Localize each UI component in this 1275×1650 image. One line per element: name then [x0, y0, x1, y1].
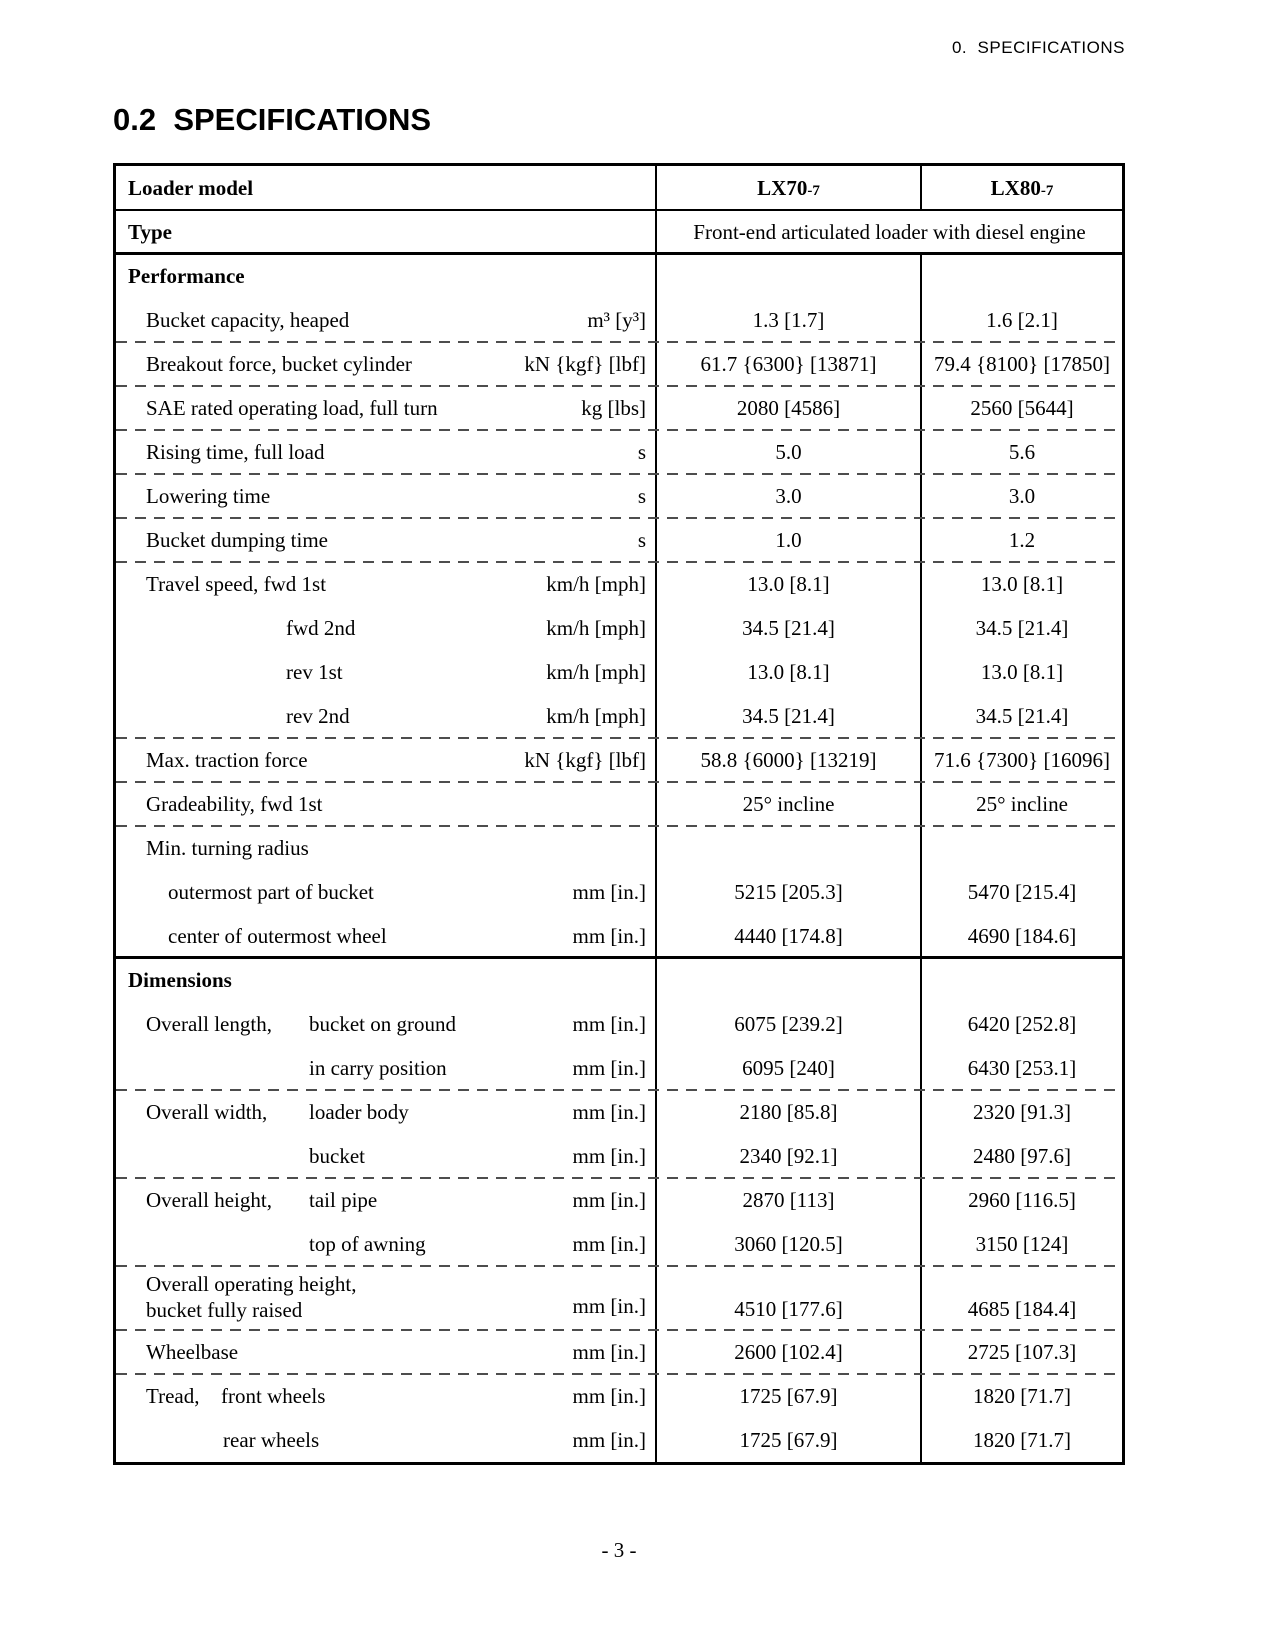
table-row	[116, 1374, 1122, 1418]
row-label-cell	[116, 1134, 657, 1178]
value-main: 1.6 [2.1]	[986, 307, 1058, 332]
value-text	[934, 748, 1110, 772]
row-label-part2: top of awning	[309, 1231, 426, 1256]
row-value-lx70	[657, 430, 922, 474]
value-text	[976, 792, 1068, 816]
row-label-line2: bucket fully raised	[146, 1297, 303, 1322]
value-main: 61.7 {6300} [13871]	[700, 351, 877, 376]
row-label-cell	[116, 650, 657, 694]
row-label: rear wheels	[223, 1427, 320, 1452]
value-main: 13.0 [8.1]	[980, 659, 1064, 684]
value-text	[775, 484, 801, 508]
row-value-lx70	[657, 1002, 922, 1046]
row-label: Lowering time	[146, 483, 271, 508]
row-unit: m³ [y³]	[587, 307, 646, 332]
table-row	[116, 1046, 1122, 1090]
row-separator	[116, 1177, 1122, 1179]
row-label: Breakout force, bucket cylinder	[146, 351, 412, 376]
row-unit: mm [in.]	[572, 923, 646, 948]
row-value-lx80	[922, 1002, 1122, 1046]
table-row	[116, 1330, 1122, 1374]
row-unit: mm [in.]	[572, 1187, 646, 1212]
table-row	[116, 738, 1122, 782]
value-main: 3.0	[775, 483, 802, 508]
row-value-lx70	[657, 1134, 922, 1178]
row-value-lx80	[922, 1046, 1122, 1090]
value-main: 5.6	[1008, 439, 1036, 464]
row-label-part2: bucket on ground	[309, 1011, 456, 1036]
value-text	[740, 1428, 838, 1452]
row-unit: km/h [mph]	[546, 571, 646, 596]
row-label: Min. turning radius	[146, 835, 309, 860]
value-text	[747, 572, 829, 596]
table-row	[116, 386, 1122, 430]
value-text	[968, 880, 1077, 904]
value-text	[742, 616, 835, 640]
value-text	[981, 660, 1063, 684]
row-value-lx70	[657, 562, 922, 606]
row-label: Travel speed, fwd 1st	[146, 571, 327, 596]
row-value-lx70	[657, 1222, 922, 1266]
value-main: 5.0	[775, 439, 802, 464]
row-value-lx70	[657, 1266, 922, 1330]
row-unit: mm [in.]	[572, 1427, 646, 1452]
row-label-cell	[116, 1266, 657, 1330]
table-row	[116, 694, 1122, 738]
value-main: 71.6 {7300} [16096]	[934, 747, 1110, 772]
value-text	[976, 616, 1069, 640]
row-label-cell	[116, 342, 657, 386]
value-main: 58.8 {6000} [13219]	[700, 747, 877, 772]
value-text	[693, 220, 1085, 244]
row-label: Overall operating height,	[146, 1271, 357, 1296]
value-main: 6095 [240]	[742, 1055, 835, 1080]
value-main: 1820 [71.7]	[973, 1383, 1071, 1408]
row-separator	[116, 1265, 1122, 1267]
row-value-lx80	[922, 606, 1122, 650]
row-value-lx70	[657, 914, 922, 958]
row-value-lx70	[657, 1178, 922, 1222]
row-value-lx80	[922, 1134, 1122, 1178]
row-separator	[116, 956, 1122, 959]
row-value-lx70	[657, 1418, 922, 1462]
table-row	[116, 254, 1122, 298]
row-unit: km/h [mph]	[546, 615, 646, 640]
table-row	[116, 1134, 1122, 1178]
table-row	[116, 1178, 1122, 1222]
value-text	[976, 1232, 1069, 1256]
row-value-lx80	[922, 562, 1122, 606]
row-value-lx80	[922, 1374, 1122, 1418]
value-text	[734, 1232, 843, 1256]
row-unit: mm [in.]	[572, 1293, 646, 1318]
value-text	[968, 1297, 1077, 1321]
row-label-cell	[116, 1222, 657, 1266]
table-row	[116, 166, 1122, 210]
value-main: 3150 [124]	[975, 1231, 1069, 1256]
row-label-part2: tail pipe	[309, 1187, 378, 1212]
row-value-lx70	[657, 738, 922, 782]
row-value-lx80	[922, 1090, 1122, 1134]
value-text	[734, 1340, 843, 1364]
value-main: LX80	[990, 175, 1041, 200]
row-separator	[116, 385, 1122, 387]
row-label-cell	[116, 1374, 657, 1418]
row-label-cell	[116, 914, 657, 958]
row-value-lx70	[657, 694, 922, 738]
value-main: 2340 [92.1]	[739, 1143, 838, 1168]
row-separator	[116, 1329, 1122, 1331]
value-main: 2180 [85.8]	[739, 1099, 838, 1124]
value-main: 1725 [67.9]	[739, 1427, 838, 1452]
value-text	[973, 1100, 1071, 1124]
value-text	[743, 1188, 835, 1212]
row-value-lx70	[657, 254, 922, 298]
value-text	[737, 396, 840, 420]
table-row	[116, 958, 1122, 1002]
table-row	[116, 1222, 1122, 1266]
value-main: 1.2	[1008, 527, 1036, 552]
row-unit: mm [in.]	[572, 1231, 646, 1256]
model-variant-suffix: -7	[1040, 182, 1054, 199]
row-separator	[116, 1373, 1122, 1375]
row-label-cell	[116, 1418, 657, 1462]
row-label: Tread,	[146, 1383, 200, 1408]
row-value-lx80	[922, 870, 1122, 914]
row-label-cell	[116, 562, 657, 606]
row-unit: mm [in.]	[572, 1055, 646, 1080]
value-text	[973, 1144, 1071, 1168]
value-text	[740, 1100, 838, 1124]
row-label-part2: front wheels	[221, 1383, 326, 1408]
value-text	[986, 308, 1058, 332]
row-label: Type	[128, 219, 172, 244]
table-row	[116, 826, 1122, 870]
row-value-lx80	[922, 782, 1122, 826]
value-text	[743, 792, 835, 816]
row-label-cell	[116, 254, 657, 298]
value-text	[934, 352, 1110, 376]
table-row	[116, 870, 1122, 914]
page-number: - 3 -	[601, 1538, 637, 1562]
row-label-cell	[116, 474, 657, 518]
row-label: Wheelbase	[146, 1339, 239, 1364]
value-main: Front-end articulated loader with diesel engine	[693, 219, 1086, 244]
row-value-lx70	[657, 474, 922, 518]
value-text	[973, 1384, 1071, 1408]
value-main: 13.0 [8.1]	[980, 571, 1064, 596]
row-unit: kg [lbs]	[581, 395, 646, 420]
row-label: outermost part of bucket	[168, 879, 374, 904]
value-main: 1725 [67.9]	[739, 1383, 838, 1408]
value-main: 6430 [253.1]	[967, 1055, 1077, 1080]
row-unit: km/h [mph]	[546, 703, 646, 728]
row-separator	[116, 561, 1122, 563]
row-label-part2: loader body	[309, 1099, 409, 1124]
row-label: Gradeability, fwd 1st	[146, 791, 323, 816]
row-separator	[116, 517, 1122, 519]
value-main: 2725 [107.3]	[967, 1339, 1077, 1364]
row-value-lx80	[922, 738, 1122, 782]
row-label: SAE rated operating load, full turn	[146, 395, 438, 420]
value-text	[968, 1340, 1077, 1364]
row-label-cell	[116, 958, 657, 1002]
row-unit: s	[637, 439, 646, 464]
table-row	[116, 1002, 1122, 1046]
row-value-lx70	[657, 1046, 922, 1090]
row-label-part2: in carry position	[309, 1055, 447, 1080]
value-main: LX70	[757, 175, 808, 200]
page-title: 0.2 SPECIFICATIONS	[113, 102, 432, 137]
value-main: 2320 [91.3]	[973, 1099, 1071, 1124]
value-text	[976, 704, 1069, 728]
value-text	[740, 1144, 838, 1168]
value-text	[973, 1428, 1071, 1452]
value-text	[1009, 440, 1035, 464]
row-value-lx80	[922, 1330, 1122, 1374]
running-header: 0. SPECIFICATIONS	[951, 38, 1125, 57]
row-value-lx80	[922, 1266, 1122, 1330]
row-value-lx70	[657, 958, 922, 1002]
table-row	[116, 210, 1122, 254]
value-main: 79.4 {8100} [17850]	[934, 351, 1110, 376]
value-main: 34.5 [21.4]	[975, 615, 1069, 640]
value-text	[1009, 528, 1035, 552]
value-text	[968, 1012, 1077, 1036]
row-value-lx70	[657, 386, 922, 430]
row-unit: kN {kgf} [lbf]	[524, 351, 646, 376]
value-main: 25° incline	[976, 791, 1068, 816]
row-separator	[116, 737, 1122, 739]
value-main: 34.5 [21.4]	[742, 703, 835, 728]
value-main: 2960 [116.5]	[968, 1187, 1076, 1212]
value-main: 6420 [252.8]	[967, 1011, 1077, 1036]
row-separator	[116, 341, 1122, 343]
value-text	[991, 176, 1054, 200]
row-unit: mm [in.]	[572, 1383, 646, 1408]
row-value-lx80	[922, 694, 1122, 738]
row-label: Max. traction force	[146, 747, 308, 772]
value-main: 6075 [239.2]	[734, 1011, 843, 1036]
row-label-cell	[116, 298, 657, 342]
row-value-lx70	[657, 650, 922, 694]
row-label-cell	[116, 386, 657, 430]
row-label: Bucket dumping time	[146, 527, 328, 552]
row-label: Overall height,	[146, 1187, 272, 1212]
value-text	[753, 308, 825, 332]
row-value-lx80	[922, 826, 1122, 870]
row-separator	[116, 209, 1122, 211]
row-value-lx70	[657, 826, 922, 870]
row-value-lx70	[657, 1090, 922, 1134]
value-text	[981, 572, 1063, 596]
row-label-cell	[116, 782, 657, 826]
value-text	[747, 660, 829, 684]
row-label-part2: bucket	[309, 1143, 365, 1168]
value-text	[742, 1056, 835, 1080]
value-main: 2560 [5644]	[970, 395, 1074, 420]
value-main: 1.3 [1.7]	[752, 307, 825, 332]
row-value-lx80	[922, 386, 1122, 430]
value-main: 34.5 [21.4]	[742, 615, 835, 640]
row-value-lx80	[922, 650, 1122, 694]
value-text	[734, 1012, 843, 1036]
row-value-lx80	[922, 298, 1122, 342]
table-row	[116, 1418, 1122, 1462]
table-row	[116, 606, 1122, 650]
row-unit: mm [in.]	[572, 1339, 646, 1364]
value-text	[734, 924, 843, 948]
value-main: 13.0 [8.1]	[747, 571, 830, 596]
value-main: 4510 [177.6]	[734, 1296, 843, 1321]
value-main: 3.0	[1008, 483, 1036, 508]
row-separator	[116, 825, 1122, 827]
row-value-lx80	[922, 1222, 1122, 1266]
row-value-both-models	[657, 210, 1122, 254]
value-main: 4440 [174.8]	[734, 923, 843, 948]
row-value-lx70	[657, 166, 922, 210]
row-unit: mm [in.]	[572, 1011, 646, 1036]
row-value-lx80	[922, 914, 1122, 958]
row-unit: mm [in.]	[572, 879, 646, 904]
row-label: Loader model	[128, 175, 254, 200]
row-label-block	[146, 1271, 357, 1324]
table-row	[116, 1090, 1122, 1134]
table-row	[116, 430, 1122, 474]
value-main: 2870 [113]	[742, 1187, 835, 1212]
value-text	[734, 880, 843, 904]
row-separator	[116, 781, 1122, 783]
table-row	[116, 518, 1122, 562]
row-value-lx70	[657, 782, 922, 826]
value-text	[742, 704, 835, 728]
value-main: 2600 [102.4]	[734, 1339, 843, 1364]
value-main: 34.5 [21.4]	[975, 703, 1069, 728]
value-main: 5215 [205.3]	[734, 879, 843, 904]
table-row	[116, 562, 1122, 606]
row-value-lx80	[922, 254, 1122, 298]
value-text	[775, 528, 801, 552]
value-main: 2480 [97.6]	[973, 1143, 1071, 1168]
table-row	[116, 1266, 1122, 1330]
row-label: Bucket capacity, heaped	[146, 307, 350, 332]
row-separator	[116, 1089, 1122, 1091]
table-row	[116, 342, 1122, 386]
value-main: 13.0 [8.1]	[747, 659, 830, 684]
row-unit: mm [in.]	[572, 1143, 646, 1168]
value-text	[734, 1297, 843, 1321]
row-label: Performance	[128, 263, 245, 288]
value-main: 4690 [184.6]	[967, 923, 1077, 948]
value-text	[968, 1056, 1077, 1080]
row-label: Rising time, full load	[146, 439, 325, 464]
row-value-lx70	[657, 342, 922, 386]
value-text	[970, 396, 1073, 420]
value-text	[701, 748, 877, 772]
row-label-cell	[116, 430, 657, 474]
row-value-lx80	[922, 474, 1122, 518]
row-label: Overall width,	[146, 1099, 268, 1124]
row-label-cell	[116, 1178, 657, 1222]
row-label-cell	[116, 166, 657, 210]
row-separator	[116, 252, 1122, 255]
row-label: fwd 2nd	[286, 615, 356, 640]
row-label: center of outermost wheel	[168, 923, 387, 948]
row-label-cell	[116, 210, 657, 254]
row-label: Overall length,	[146, 1011, 272, 1036]
row-unit: s	[637, 527, 646, 552]
value-main: 1820 [71.7]	[973, 1427, 1071, 1452]
table-row	[116, 474, 1122, 518]
value-text	[701, 352, 877, 376]
row-value-lx80	[922, 518, 1122, 562]
row-value-lx80	[922, 1418, 1122, 1462]
value-main: 4685 [184.4]	[967, 1296, 1077, 1321]
row-unit: kN {kgf} [lbf]	[524, 747, 646, 772]
row-label: Dimensions	[128, 967, 232, 992]
model-variant-suffix: -7	[807, 182, 820, 199]
row-value-lx70	[657, 606, 922, 650]
row-value-lx70	[657, 870, 922, 914]
value-main: 1.0	[775, 527, 802, 552]
row-label: rev 1st	[286, 659, 343, 684]
row-separator	[116, 429, 1122, 431]
row-label-cell	[116, 694, 657, 738]
row-unit: s	[637, 483, 646, 508]
value-text	[775, 440, 801, 464]
row-label-cell	[116, 606, 657, 650]
row-label-cell	[116, 1002, 657, 1046]
table-row	[116, 782, 1122, 826]
row-label-cell	[116, 1090, 657, 1134]
row-unit: km/h [mph]	[546, 659, 646, 684]
value-main: 2080 [4586]	[736, 395, 841, 420]
value-main: 25° incline	[742, 791, 835, 816]
row-value-lx80	[922, 958, 1122, 1002]
row-value-lx80	[922, 1178, 1122, 1222]
table-row	[116, 914, 1122, 958]
value-text	[740, 1384, 838, 1408]
value-text	[757, 176, 820, 200]
row-value-lx80	[922, 342, 1122, 386]
value-main: 3060 [120.5]	[734, 1231, 843, 1256]
value-text	[1009, 484, 1035, 508]
row-label-cell	[116, 738, 657, 782]
row-unit: mm [in.]	[572, 1099, 646, 1124]
row-value-lx70	[657, 1374, 922, 1418]
row-label-cell	[116, 870, 657, 914]
row-value-lx80	[922, 166, 1122, 210]
row-label-cell	[116, 826, 657, 870]
specifications-table	[113, 163, 1125, 1465]
row-label: rev 2nd	[286, 703, 350, 728]
value-text	[968, 924, 1077, 948]
row-value-lx80	[922, 430, 1122, 474]
table-row	[116, 298, 1122, 342]
row-separator	[116, 473, 1122, 475]
value-text	[968, 1188, 1076, 1212]
row-value-lx70	[657, 518, 922, 562]
row-label-cell	[116, 1330, 657, 1374]
row-value-lx70	[657, 1330, 922, 1374]
row-label-cell	[116, 1046, 657, 1090]
row-value-lx70	[657, 298, 922, 342]
value-main: 5470 [215.4]	[967, 879, 1077, 904]
table-row	[116, 650, 1122, 694]
row-label-cell	[116, 518, 657, 562]
